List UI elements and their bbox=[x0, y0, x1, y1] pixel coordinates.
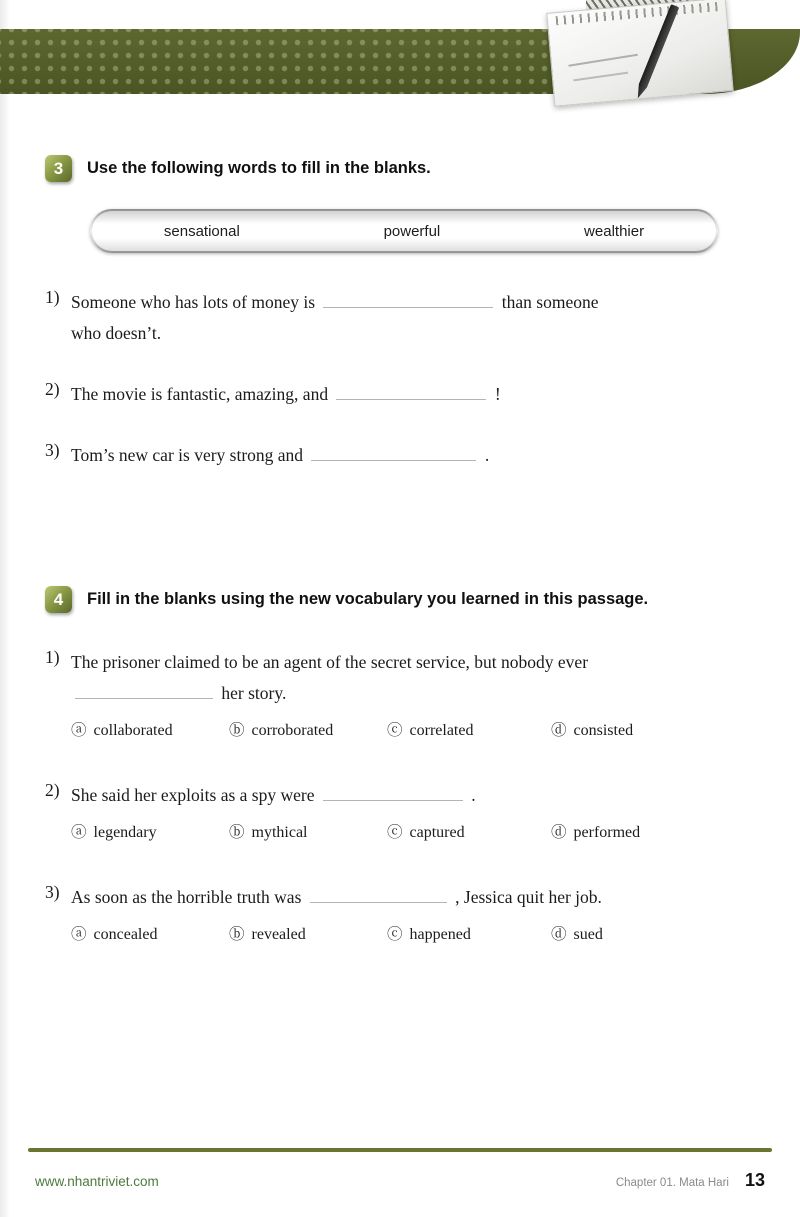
question-text-before: Someone who has lots of money is bbox=[71, 292, 316, 312]
question-number: 2) bbox=[45, 779, 60, 800]
page-header bbox=[0, 0, 800, 125]
question-text-after: than someone bbox=[501, 292, 599, 312]
question-text-before: The movie is fantastic, amazing, and bbox=[71, 384, 329, 405]
option-text: happened bbox=[409, 925, 471, 943]
question-row bbox=[45, 780, 740, 846]
circled-letter-icon: ⓒ bbox=[387, 823, 403, 842]
circled-letter-icon: ⓓ bbox=[551, 823, 567, 842]
exercise-4-header bbox=[45, 586, 740, 613]
page-number: 13 bbox=[744, 1170, 765, 1190]
question-text-after: . bbox=[471, 784, 476, 805]
exercise-3-number-badge: 3 bbox=[45, 155, 72, 182]
option-text: collaborated bbox=[93, 722, 173, 740]
word-bank-item: powerful bbox=[383, 222, 441, 240]
question-row bbox=[45, 647, 740, 744]
question-text bbox=[71, 882, 691, 948]
option-d bbox=[551, 922, 691, 948]
exercise-4-questions bbox=[45, 647, 740, 947]
answer-blank bbox=[336, 382, 486, 401]
question-number: 1) bbox=[45, 647, 60, 667]
circled-letter-icon: ⓒ bbox=[387, 924, 403, 943]
circled-letter-icon: ⓐ bbox=[71, 721, 87, 740]
answer-blank bbox=[323, 782, 463, 801]
option-b bbox=[229, 718, 387, 744]
option-a bbox=[71, 718, 229, 744]
question-text-after: . bbox=[484, 445, 490, 466]
option-b bbox=[229, 820, 387, 846]
chapter-label: Chapter 01. Mata Hari bbox=[615, 1177, 729, 1189]
exercise-3-questions bbox=[45, 287, 740, 472]
word-bank-item: sensational bbox=[163, 222, 240, 240]
exercise-3-header bbox=[45, 155, 740, 182]
publisher-website: www.nhantriviet.com bbox=[35, 1174, 159, 1189]
question-text bbox=[71, 440, 691, 471]
dot-pattern bbox=[0, 29, 565, 94]
word-bank-item: wealthier bbox=[584, 222, 645, 240]
option-c bbox=[387, 718, 551, 744]
option-text: captured bbox=[409, 824, 465, 842]
circled-letter-icon: ⓑ bbox=[229, 924, 245, 943]
question-text bbox=[71, 780, 691, 846]
answer-options bbox=[71, 718, 691, 744]
question-text bbox=[71, 379, 691, 410]
exercise-4 bbox=[45, 586, 740, 983]
question-row bbox=[45, 379, 740, 410]
option-a bbox=[71, 922, 229, 948]
question-number: 2) bbox=[45, 379, 60, 400]
question-text-line2 bbox=[71, 678, 691, 709]
option-text: consisted bbox=[573, 722, 634, 740]
option-text: revealed bbox=[251, 925, 306, 943]
option-c bbox=[387, 922, 551, 948]
option-text: corroborated bbox=[251, 722, 334, 740]
option-b bbox=[229, 922, 387, 948]
answer-blank bbox=[310, 884, 447, 903]
option-c bbox=[387, 820, 551, 846]
question-text-line1: The prisoner claimed to be an agent of the secret service, but nobody ever bbox=[71, 652, 589, 672]
option-text: sued bbox=[573, 925, 603, 943]
exercise-4-instruction: Fill in the blanks using the new vocabulary you learned in this passage. bbox=[87, 590, 649, 608]
exercise-3 bbox=[45, 155, 740, 502]
question-text-line2: who doesn’t. bbox=[71, 323, 162, 344]
answer-blank bbox=[75, 681, 213, 700]
page-edge-shadow bbox=[0, 0, 10, 1217]
notepad-spiral bbox=[556, 2, 718, 25]
word-bank-inner bbox=[92, 211, 716, 251]
option-text: mythical bbox=[251, 824, 308, 842]
circled-letter-icon: ⓑ bbox=[229, 823, 245, 842]
question-text-after: , Jessica quit her job. bbox=[455, 886, 602, 907]
question-text-before: As soon as the horrible truth was bbox=[71, 886, 302, 907]
question-text bbox=[71, 647, 691, 744]
page-footer bbox=[35, 1170, 765, 1191]
question-row bbox=[45, 440, 740, 471]
answer-blank bbox=[323, 290, 493, 309]
question-row bbox=[45, 287, 740, 349]
option-a bbox=[71, 820, 229, 846]
circled-letter-icon: ⓑ bbox=[229, 721, 245, 740]
answer-blank bbox=[311, 443, 476, 462]
option-text: performed bbox=[573, 824, 641, 842]
circled-letter-icon: ⓐ bbox=[71, 823, 87, 842]
question-number: 3) bbox=[45, 440, 60, 461]
circled-letter-icon: ⓐ bbox=[71, 924, 87, 943]
question-text-before: She said her exploits as a spy were bbox=[71, 784, 315, 805]
question-row bbox=[45, 882, 740, 948]
exercise-4-number-badge: 4 bbox=[45, 586, 72, 613]
question-number: 1) bbox=[45, 287, 60, 307]
option-text: correlated bbox=[409, 722, 474, 740]
answer-options bbox=[71, 820, 691, 846]
question-text-before: Tom’s new car is very strong and bbox=[71, 445, 304, 466]
circled-letter-icon: ⓒ bbox=[387, 721, 403, 740]
circled-letter-icon: ⓓ bbox=[551, 924, 567, 943]
option-d bbox=[551, 820, 691, 846]
question-text-after: ! bbox=[494, 384, 501, 405]
question-text-after: her story. bbox=[221, 683, 287, 704]
answer-options bbox=[71, 922, 691, 948]
circled-letter-icon: ⓓ bbox=[551, 721, 567, 740]
option-d bbox=[551, 718, 691, 744]
exercise-3-instruction: Use the following words to fill in the blanks. bbox=[87, 159, 431, 177]
option-text: concealed bbox=[93, 925, 158, 943]
option-text: legendary bbox=[93, 824, 157, 842]
question-text bbox=[71, 287, 691, 349]
footer-divider bbox=[28, 1148, 772, 1152]
footer-right bbox=[616, 1170, 765, 1191]
question-number: 3) bbox=[45, 881, 60, 902]
word-bank bbox=[90, 209, 718, 253]
